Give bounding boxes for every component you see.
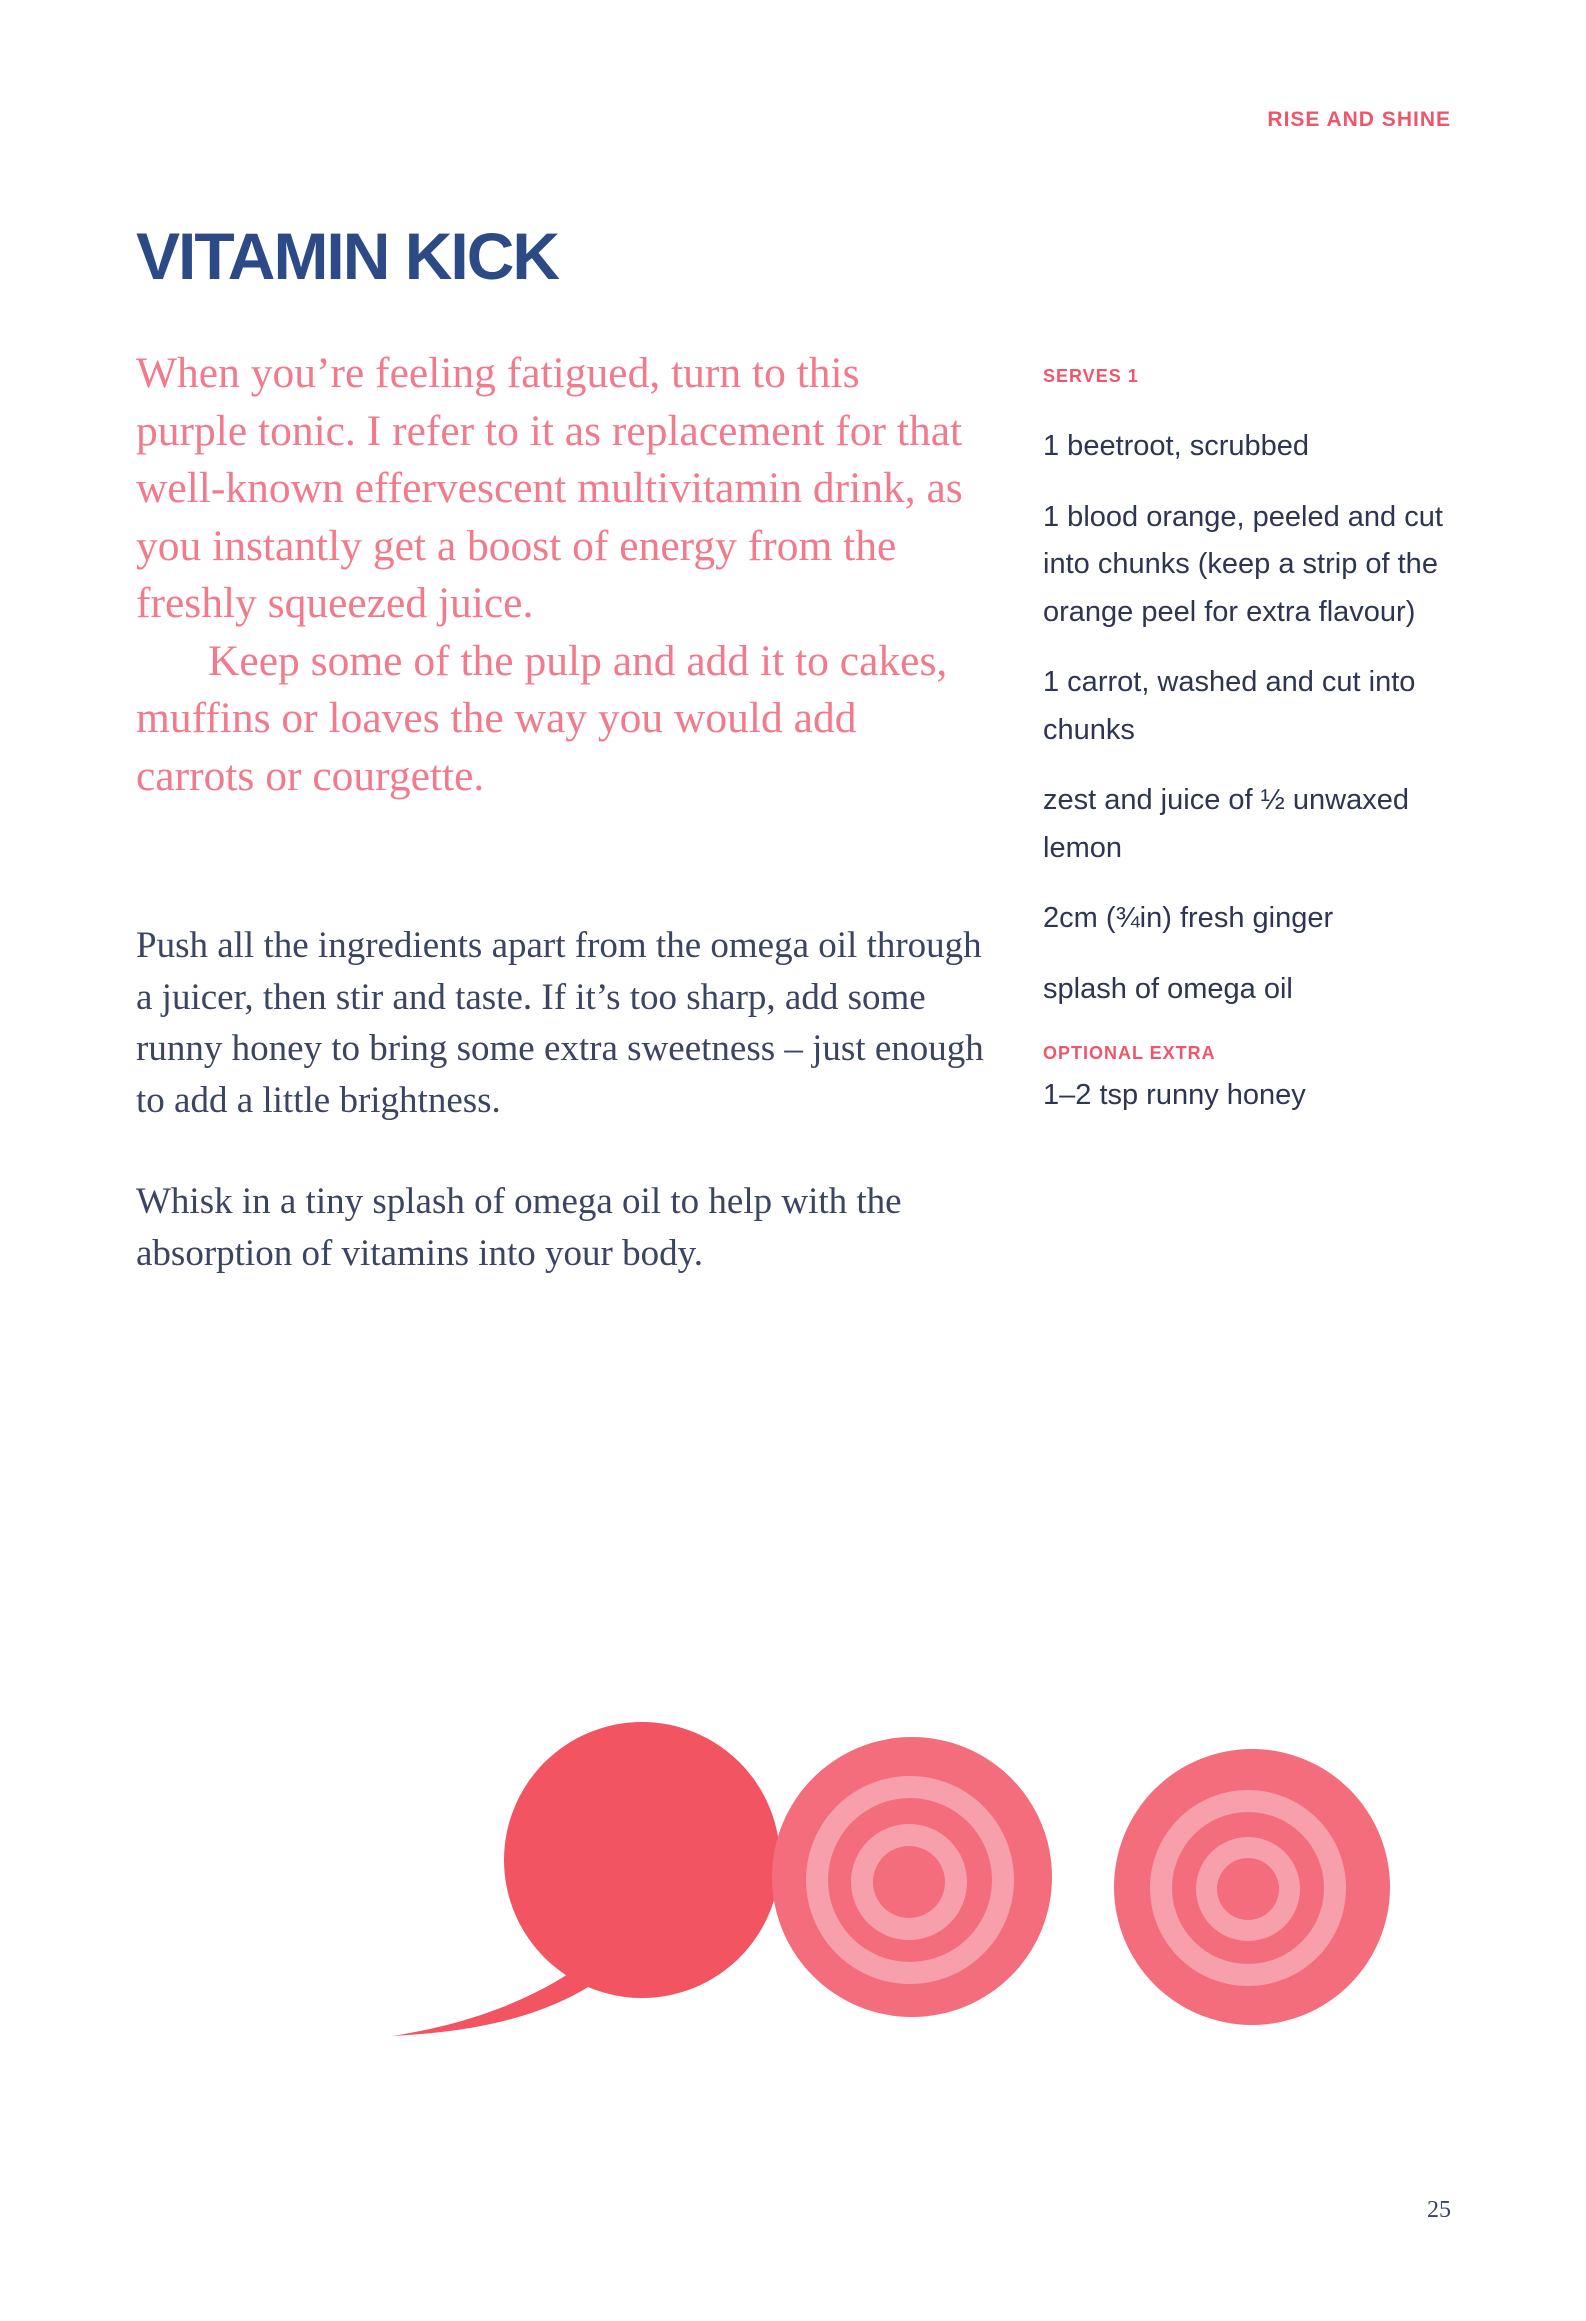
ingredient-item: zest and juice of ½ unwaxed lemon [1043,784,1409,864]
ingredient-item: splash of omega oil [1043,972,1293,1005]
method-paragraph: Whisk in a tiny splash of omega oil to help with the absorption of vitamins into your body. [136,1181,902,1274]
recipe-intro [136,345,966,805]
intro-paragraph: Keep some of the pulp and add it to cakes, muffins or loaves the way you would add carrots or courgette. [136,636,948,800]
ingredient-list [1043,423,1443,1013]
beetroot-slice-icon [772,1737,1052,2017]
recipe-title: VITAMIN KICK [136,219,559,293]
page-number: 25 [1427,2197,1451,2223]
optional-extra-item: 1–2 tsp runny honey [1043,1079,1306,1111]
optional-extra-list [1043,1072,1443,1120]
ingredients-panel [1043,366,1443,1120]
intro-paragraph: When you’re feeling fatigued, turn to this purple tonic. I refer to it as replacement for that well-known effervescent multivitamin drink, as you instantly get a boost of energy from the freshly squeezed juice. [136,349,963,627]
whole-beetroot-icon [392,1722,780,2036]
beetroot-illustration [380,1700,1510,2080]
optional-extra-label: OPTIONAL EXTRA [1043,1043,1216,1063]
ingredient-item: 2cm (¾in) fresh ginger [1043,902,1334,934]
beetroot-slice-icon [1114,1749,1390,2025]
ingredient-item: 1 blood orange, peeled and cut into chunks (keep a strip of the orange peel for extra flavour) [1043,500,1443,628]
section-label: RISE AND SHINE [1267,108,1451,131]
serves-label: SERVES 1 [1043,366,1139,386]
method-paragraph: Push all the ingredients apart from the omega oil through a juicer, then stir and taste. If it’s too sharp, add some runny honey to bring some extra sweetness – just enough to add a little brightness. [136,925,984,1121]
ingredient-item: 1 carrot, washed and cut into chunks [1043,666,1416,746]
ingredient-item: 1 beetroot, scrubbed [1043,430,1310,462]
recipe-method [136,920,996,1329]
